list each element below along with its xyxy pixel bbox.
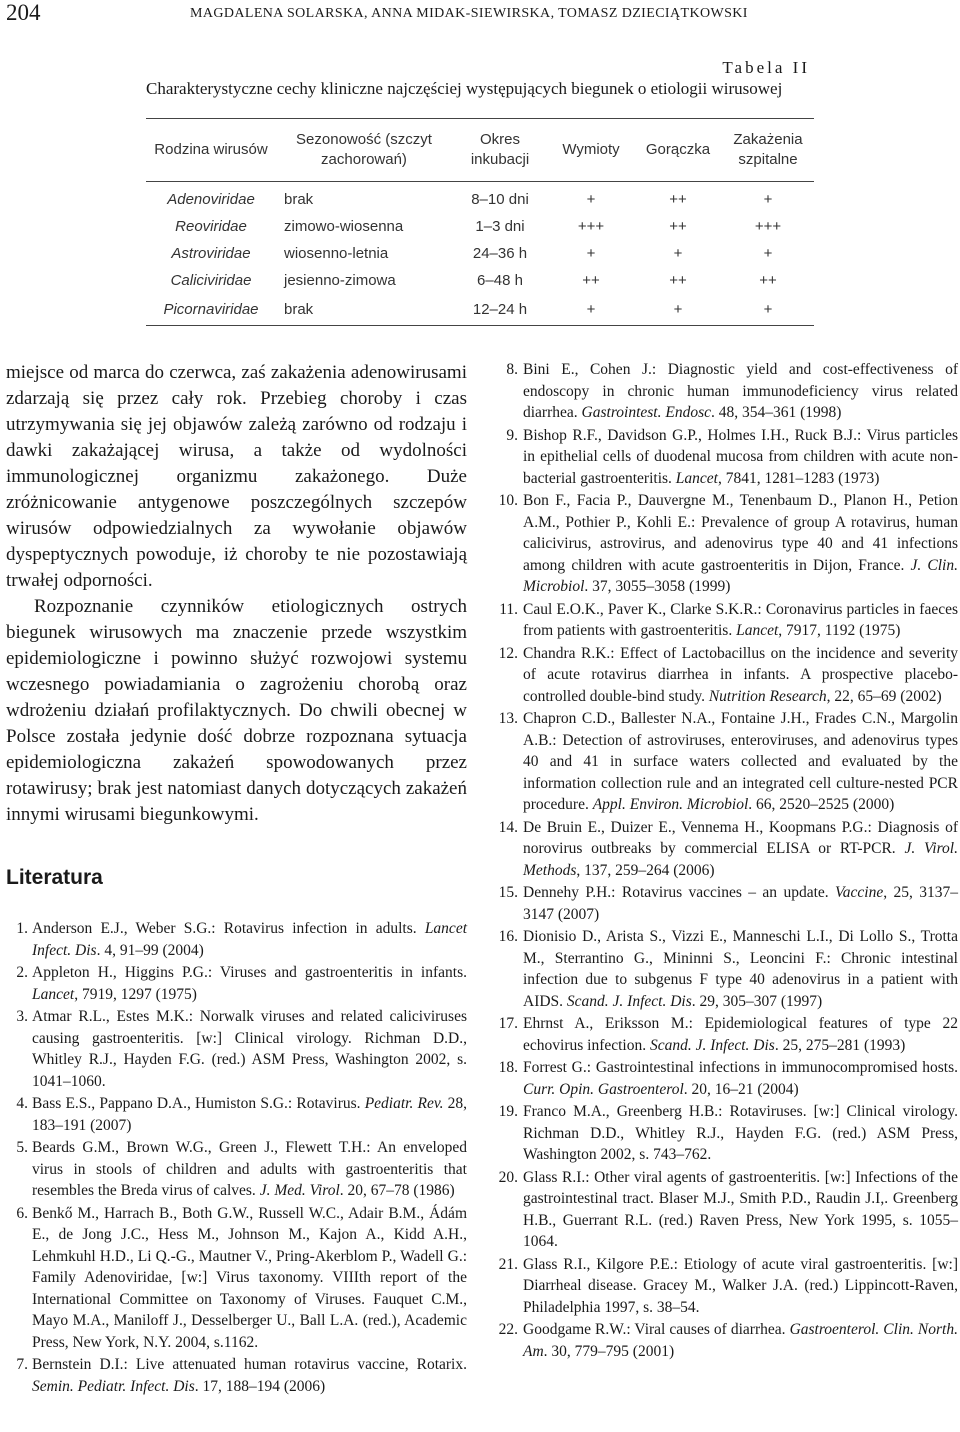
reference-text: Goodgame R.W.: Viral causes of diarrhea.: [523, 1321, 790, 1338]
cell-hospital: +: [722, 294, 814, 326]
references-left-column: [6, 918, 467, 1398]
cell-season: jesienno-zimowa: [284, 272, 396, 289]
reference-text: Chapron C.D., Ballester N.A., Fontaine J.H., Frades C.N., Margolin A.B.: Detection of astroviruses, enteroviruses, and adenovirus types 40 and 41 in surface waters collected and evaluated by the information collection rule and an integrated cell culture-nested PCR procedure.: [523, 710, 958, 813]
cell-incubation: 1–3 dni: [475, 218, 525, 235]
reference-item: [492, 599, 958, 642]
reference-text: Bon F., Facia P., Dauvergne M., Tenenbaum D., Planon H., Petion A.M., Pothier P., Kohli E.: Prevalence of group A rotavirus, human calicivirus, astrovirus, and adenovirus type 40 and 41 infections among children with acute gastroenteritis in Dijon, France.: [523, 492, 958, 574]
cell-fever: ++: [669, 191, 687, 208]
cell-fever: ++: [669, 272, 687, 289]
reference-journal: Gastrointest. Endosc: [581, 404, 711, 421]
reference-citation: . 17, 188–194 (2006): [194, 1377, 326, 1395]
reference-number: 12.: [498, 644, 518, 662]
reference-journal: J. Med. Virol: [259, 1182, 340, 1199]
cell-vomiting: +++: [577, 218, 605, 235]
cell-hospital: +: [763, 245, 773, 262]
header-hospital: Zakażenia szpitalne: [722, 119, 814, 182]
reference-citation: , 25, 3137–3147 (2007): [523, 884, 959, 923]
reference-text: Atmar R.L., Estes M.K.: Norwalk viruses and related caliciviruses causing gastroenteritis. [w:] Clinical virology. Richman D.D., Whitley R.J., Hayden F.G. (red.) ASM Press, Washington 2002, s. 1041–1060.: [32, 1008, 467, 1090]
header-family: Rodzina wirusów: [146, 119, 276, 182]
reference-citation: , 7841, 1281–1283 (1973): [717, 469, 880, 487]
table-caption: Charakterystyczne cechy kliniczne najczęściej występujących biegunek o etiologii wirusowej: [146, 79, 783, 98]
reference-number: 14.: [498, 818, 518, 836]
reference-citation: , 7917, 1192 (1975): [778, 622, 901, 639]
cell-incubation: 8–10 dni: [471, 191, 529, 208]
reference-text: Beards G.M., Brown W.G., Green J., Flewett T.H.: An enveloped virus in stools of children and adults with gastroenteritis that resembles the Breda virus of calves.: [32, 1139, 467, 1199]
table-row: [146, 294, 814, 326]
reference-journal: Scand. J. Infect. Dis: [649, 1036, 775, 1054]
reference-item: [6, 1093, 467, 1136]
cell-family: Astroviridae: [171, 245, 251, 262]
reference-number: 6.: [16, 1204, 28, 1222]
reference-number: 16.: [498, 928, 518, 945]
reference-item: [6, 1354, 467, 1397]
reference-citation: . 66, 2520–2525 (2000): [748, 796, 895, 813]
reference-item: [492, 359, 958, 424]
reference-citation: . 37, 3055–3058 (1999): [584, 578, 731, 595]
cell-season: wiosenno-letnia: [284, 245, 389, 262]
reference-item: [492, 490, 958, 598]
reference-text: Franco M.A., Greenberg H.B.: Rotaviruses. [w:] Clinical virology. Richman D.D., Whitley R.J., Hayden F.G. (red.) ASM Press, Washington 2002, s. 743–762.: [523, 1103, 958, 1163]
reference-journal: Semin. Pediatr. Infect. Dis: [32, 1377, 195, 1395]
reference-number: 19.: [498, 1103, 518, 1120]
reference-item: [6, 1006, 467, 1092]
table-label: Tabela II: [722, 58, 810, 77]
reference-number: 18.: [498, 1059, 518, 1076]
header-season: Sezonowość (szczyt zachorowań): [276, 119, 452, 182]
reference-text: Bishop R.F., Davidson G.P., Holmes I.H., Ruck B.J.: Virus particles in epithelial cells of duodenal mucosa from children with acute non-bacterial gastroenteritis.: [523, 426, 958, 487]
reference-number: 13.: [498, 710, 518, 727]
table-row: [146, 267, 814, 294]
reference-citation: . 25, 275–281 (1993): [774, 1036, 906, 1054]
table-row: [146, 240, 814, 267]
reference-journal: Lancet: [32, 985, 75, 1003]
cell-incubation: 6–48 h: [477, 272, 523, 289]
reference-number: 15.: [498, 884, 518, 901]
reference-number: 2.: [16, 964, 28, 981]
reference-citation: . 4, 91–99 (2004): [96, 941, 204, 959]
reference-item: [6, 918, 467, 961]
reference-item: [492, 1254, 958, 1319]
cell-family: Picornaviridae: [146, 294, 276, 326]
cell-fever: +: [673, 245, 683, 262]
reference-item: [492, 1057, 958, 1100]
reference-citation: 28, 183–191 (2007): [32, 1095, 467, 1134]
cell-hospital: +++: [754, 218, 782, 235]
reference-number: 21.: [498, 1255, 518, 1273]
reference-journal: Pediatr. Rev.: [364, 1095, 444, 1112]
reference-text: Dennehy P.H.: Rotavirus vaccines – an update.: [523, 884, 836, 901]
cell-incubation: 24–36 h: [472, 245, 528, 262]
reference-item: [492, 643, 958, 708]
table-header-row: [146, 119, 814, 182]
cell-season: brak: [284, 191, 314, 208]
reference-journal: J. Virol. Methods: [523, 840, 958, 879]
reference-text: Dionisio D., Arista S., Vizzi E., Manneschi L.I., Di Lollo S., Trotta M., Sterrantino G., Mininni S., Leoncini F.: Chronic intestinal infection due to subgenus F type 40 adenovirus in a patient with AIDS.: [523, 928, 958, 1010]
reference-citation: , 7919, 1297 (1975): [74, 985, 197, 1003]
reference-text: De Bruin E., Duizer E., Vennema H., Koopmans P.G.: Diagnosis of norovirus outbreaks by commercial ELISA or RT-PCR.: [523, 818, 958, 857]
reference-item: [492, 425, 958, 490]
header-incubation: Okres inkubacji: [452, 119, 548, 182]
reference-journal: Lancet: [736, 622, 779, 639]
paragraph: Rozpoznanie czynników etiologicznych ostrych biegunek wirusowych ma znaczenie przede wszystkim epidemiologiczne i powinno służyć rozwojowi systemu wczesnego powiadamiania o zagrożeniu chorobą oraz wdrożeniu działań profilaktycznych. Do chwili obecnej w Polsce została jedynie dość dobrze rozpoznana sytuacja epidemiologiczna zakażeń spowodowanych przez rotawirusy; brak jest natomiast danych dotyczących zakażeń innymi wirusami biegunkowymi.: [6, 596, 467, 825]
cell-hospital: +: [763, 191, 773, 208]
cell-season: brak: [276, 294, 452, 326]
reference-citation: , 137, 259–264 (2006): [576, 861, 715, 879]
reference-item: [492, 1319, 958, 1362]
references-right-column: [492, 359, 958, 1363]
header-vomiting: Wymioty: [548, 119, 634, 182]
reference-item: [492, 882, 958, 925]
reference-item: [6, 1203, 467, 1354]
reference-text: Bass E.S., Pappano D.A., Humiston S.G.: Rotavirus.: [32, 1095, 365, 1112]
cell-fever: ++: [669, 218, 687, 235]
reference-number: 4.: [16, 1095, 28, 1112]
reference-text: Glass R.I., Kilgore P.E.: Etiology of acute viral gastroenteritis. [w:] Diarrheal disease. Gracey M., Walker J.A. (red.) Lippincott-Raven, Philadelphia 1997, s. 38–54.: [523, 1255, 958, 1316]
page-header: [0, 0, 960, 30]
reference-journal: Lancet: [675, 469, 718, 487]
reference-text: Bini E., Cohen J.: Diagnostic yield and cost-effectiveness of endoscopy in chronic human immunodeficiency virus related diarrhea.: [523, 361, 958, 421]
reference-citation: . 48, 354–361 (1998): [710, 404, 842, 421]
cell-family: Reoviridae: [175, 218, 247, 235]
reference-item: [492, 1013, 958, 1056]
page-number: 204: [6, 0, 41, 25]
literature-heading: Literatura: [6, 866, 103, 889]
reference-text: Ehrnst A., Eriksson M.: Epidemiological features of type 22 echovirus infection.: [523, 1015, 958, 1054]
cell-incubation: 12–24 h: [452, 294, 548, 326]
reference-text: Caul E.O.K., Paver K., Clarke S.K.R.: Coronavirus particles in faeces from patients with gastroenteritis.: [523, 600, 958, 639]
cell-vomiting: ++: [582, 272, 600, 289]
reference-journal: Gastroenterol. Clin. North. Am: [523, 1321, 958, 1360]
cell-vomiting: +: [586, 245, 596, 262]
reference-number: 11.: [499, 600, 518, 618]
reference-item: [6, 962, 467, 1005]
reference-item: [492, 1167, 958, 1253]
reference-text: Appleton H., Higgins P.G.: Viruses and gastroenteritis in infants.: [32, 964, 467, 981]
reference-journal: Scand. J. Infect. Dis: [566, 992, 692, 1010]
reference-citation: . 20, 16–21 (2004): [683, 1080, 799, 1098]
reference-number: 10.: [498, 492, 518, 509]
running-head-authors: MAGDALENA SOLARSKA, ANNA MIDAK-SIEWIRSKA, TOMASZ DZIECIĄTKOWSKI: [190, 6, 748, 21]
body-text: [6, 360, 467, 828]
reference-number: 17.: [498, 1015, 518, 1032]
reference-item: [6, 1137, 467, 1202]
reference-number: 20.: [498, 1168, 518, 1186]
virus-table: [146, 118, 814, 326]
reference-item: [492, 1101, 958, 1166]
reference-item: [492, 817, 958, 882]
reference-text: Chandra R.K.: Effect of Lactobacillus on the incidence and severity of acute rotavirus diarrhea in infants. A prospective placebo-controlled double-bind study.: [523, 644, 958, 705]
reference-citation: . 30, 779–795 (2001): [543, 1342, 675, 1360]
reference-journal: J. Clin. Microbiol: [523, 556, 958, 595]
reference-journal: Nutrition Research: [708, 687, 827, 705]
reference-text: Bernstein D.I.: Live attenuated human rotavirus vaccine, Rotarix.: [32, 1356, 467, 1373]
cell-hospital: ++: [759, 272, 777, 289]
reference-item: [492, 926, 958, 1012]
table-row: [146, 182, 814, 214]
cell-family: Adenoviridae: [167, 191, 255, 208]
cell-vomiting: +: [586, 191, 596, 208]
reference-number: 3.: [16, 1008, 28, 1025]
cell-family: Caliciviridae: [170, 272, 252, 289]
reference-text: Anderson E.J., Weber S.G.: Rotavirus infection in adults.: [32, 920, 425, 937]
reference-text: Benkő M., Harrach B., Both G.W., Russell W.C., Adair B.M., Ádám E., de Jong J.C., Hess M., Johnson M., Kajon A., Kidd A.H., Lehmkuhl H.D., Li Q.-G., Mautner V., Pring-Akerblom P., Wadell G.: Family Adenoviridae, [w:] Virus taxonomy. VIIIth report of the International Committee on Taxonomy of Viruses. Fauquet C.M., Mayo M.A., Maniloff J., Desselberger U., Ball L.A. (red.), Academic Press, New York, N.Y. 2004, s.1162.: [32, 1204, 467, 1351]
reference-number: 7.: [16, 1356, 28, 1373]
reference-item: [492, 708, 958, 816]
reference-journal: Curr. Opin. Gastroenterol: [523, 1080, 684, 1098]
reference-number: 1.: [16, 920, 28, 937]
cell-season: zimowo-wiosenna: [284, 218, 404, 235]
reference-text: Glass R.I.: Other viral agents of gastroenteritis. [w:] Infections of the gastrointestinal tract. Blaser M.J., Smith P.D., Raudin J.I,. Greenberg H.B., Guerrant R.L. (red.) Raven Press, New York 1995, s. 1055–1064.: [523, 1168, 958, 1250]
reference-number: 22.: [498, 1321, 518, 1338]
reference-citation: . 20, 67–78 (1986): [339, 1182, 455, 1199]
reference-journal: Lancet Infect. Dis: [32, 920, 467, 959]
cell-fever: +: [634, 294, 722, 326]
reference-journal: Appl. Environ. Microbiol: [592, 796, 749, 813]
table-row: [146, 213, 814, 240]
cell-vomiting: +: [548, 294, 634, 326]
reference-number: 8.: [506, 361, 518, 378]
reference-number: 9.: [506, 426, 518, 444]
reference-citation: . 29, 305–307 (1997): [691, 992, 823, 1010]
reference-text: Forrest G.: Gastrointestinal infections in immunocompromised hosts.: [523, 1059, 958, 1076]
reference-citation: , 22, 65–69 (2002): [826, 687, 942, 705]
header-fever: Gorączka: [634, 119, 722, 182]
reference-journal: Vaccine: [835, 884, 884, 901]
paragraph: miejsce od marca do czerwca, zaś zakażenia adenowirusami zdarzają się przez cały rok. Przebieg choroby i czas utrzymywania się jej objawów zależą zarówno od rodzaju i dawki zakażającej wirusa, a także od wydolności immunologicznej organizmu zakażonego. Duże zróżnicowanie antygenowe poszczególnych szczepów wirusów odpowiedzialnych za wywołanie objawów dyspeptycznych powoduje, iż choroby te nie pozostawiają trwałej odporności.: [6, 362, 467, 591]
reference-number: 5.: [16, 1139, 28, 1156]
